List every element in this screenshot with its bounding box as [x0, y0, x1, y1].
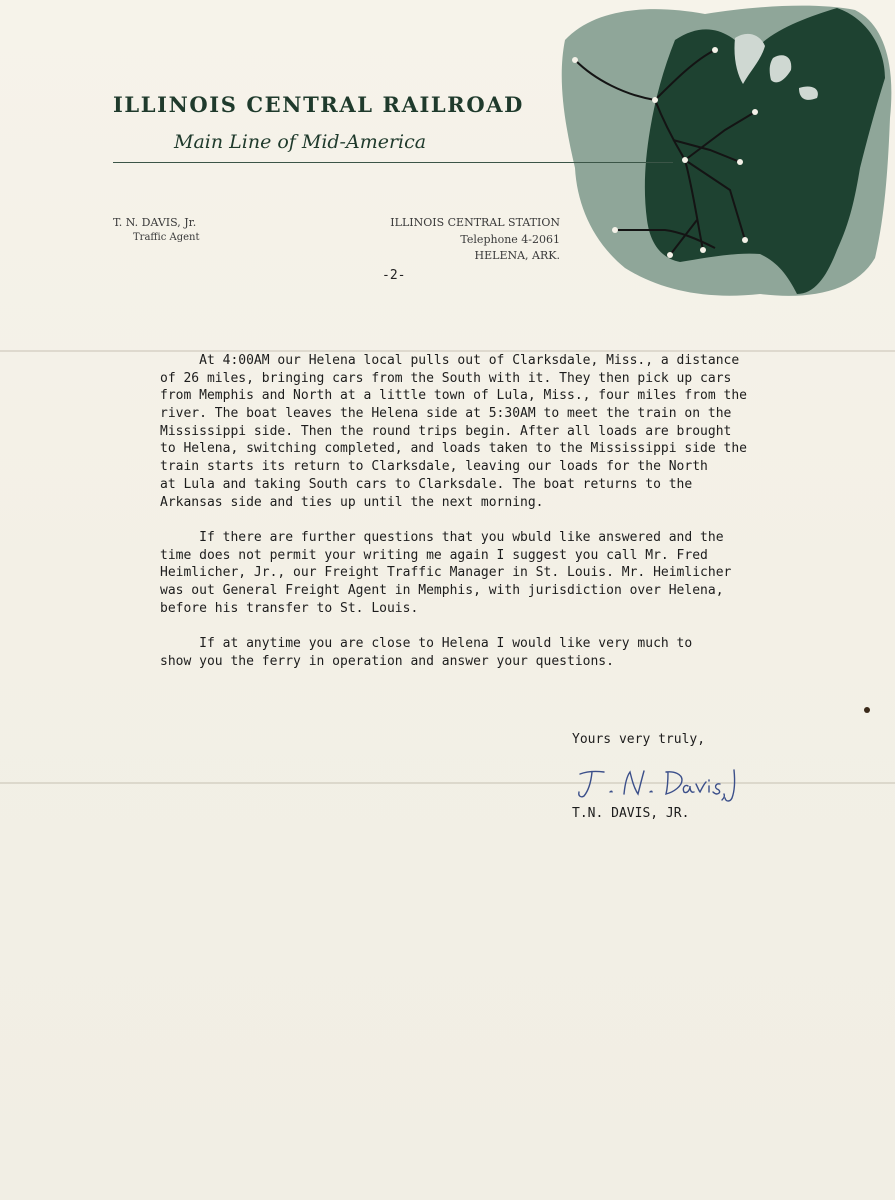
typed-signature-name: T.N. DAVIS, JR. — [572, 806, 690, 821]
text-line: If there are further questions that you wbuld like answered and the — [160, 529, 724, 545]
paper-fold-line — [0, 782, 895, 784]
closing: Yours very truly, — [572, 732, 706, 747]
text-line: train starts its return to Clarksdale, leaving our loads for the North — [160, 459, 708, 475]
text-line: to Helena, switching completed, and loads taken to the Mississippi side the — [160, 441, 747, 457]
station-city: HELENA, ARK. — [474, 249, 560, 262]
paragraph-spacer — [160, 511, 875, 529]
text-line: If at anytime you are close to Helena I would like very much to — [160, 636, 693, 651]
station-telephone: Telephone 4-2061 — [460, 233, 560, 246]
page-number: -2- — [382, 268, 406, 283]
paragraph-spacer — [160, 617, 875, 635]
station-name: ILLINOIS CENTRAL STATION — [390, 216, 560, 229]
text-line: from Memphis and North at a little town of Lula, Miss., four miles from the — [160, 388, 747, 404]
text-line: time does not permit your writing me again I suggest you call Mr. Fred — [160, 547, 708, 563]
handwritten-signature — [574, 762, 744, 806]
text-line: Arkansas side and ties up until the next morning. — [160, 494, 544, 510]
company-tagline: Main Line of Mid-America — [174, 131, 427, 153]
text-line: was out General Freight Agent in Memphis, with jurisdiction over Helena, — [160, 582, 724, 598]
paragraph — [160, 635, 875, 670]
railroad-map-logo — [555, 0, 895, 300]
text-line: show you the ferry in operation and answer your questions. — [160, 653, 614, 669]
text-line: river. The boat leaves the Helena side at 5:30AM to meet the train on the — [160, 406, 732, 422]
text-line: Mississippi side. Then the round trips begin. After all loads are brought — [160, 423, 732, 439]
paragraph — [160, 529, 875, 617]
text-line: before his transfer to St. Louis. — [160, 600, 419, 616]
text-line: of 26 miles, bringing cars from the South with it. They then pick up cars — [160, 370, 732, 386]
letterhead-rule — [113, 162, 673, 163]
sender-title: Traffic Agent — [133, 232, 200, 243]
text-line: Heimlicher, Jr., our Freight Traffic Manager in St. Louis. Mr. Heimlicher — [160, 565, 732, 581]
ink-spot — [864, 707, 870, 713]
letter-body — [160, 352, 875, 670]
company-name: ILLINOIS CENTRAL RAILROAD — [113, 92, 524, 117]
text-line: At 4:00AM our Helena local pulls out of Clarksdale, Miss., a distance — [160, 353, 740, 368]
paragraph — [160, 352, 875, 511]
text-line: at Lula and taking South cars to Clarksdale. The boat returns to the — [160, 476, 693, 492]
sender-name: T. N. DAVIS, Jr. — [113, 216, 197, 229]
